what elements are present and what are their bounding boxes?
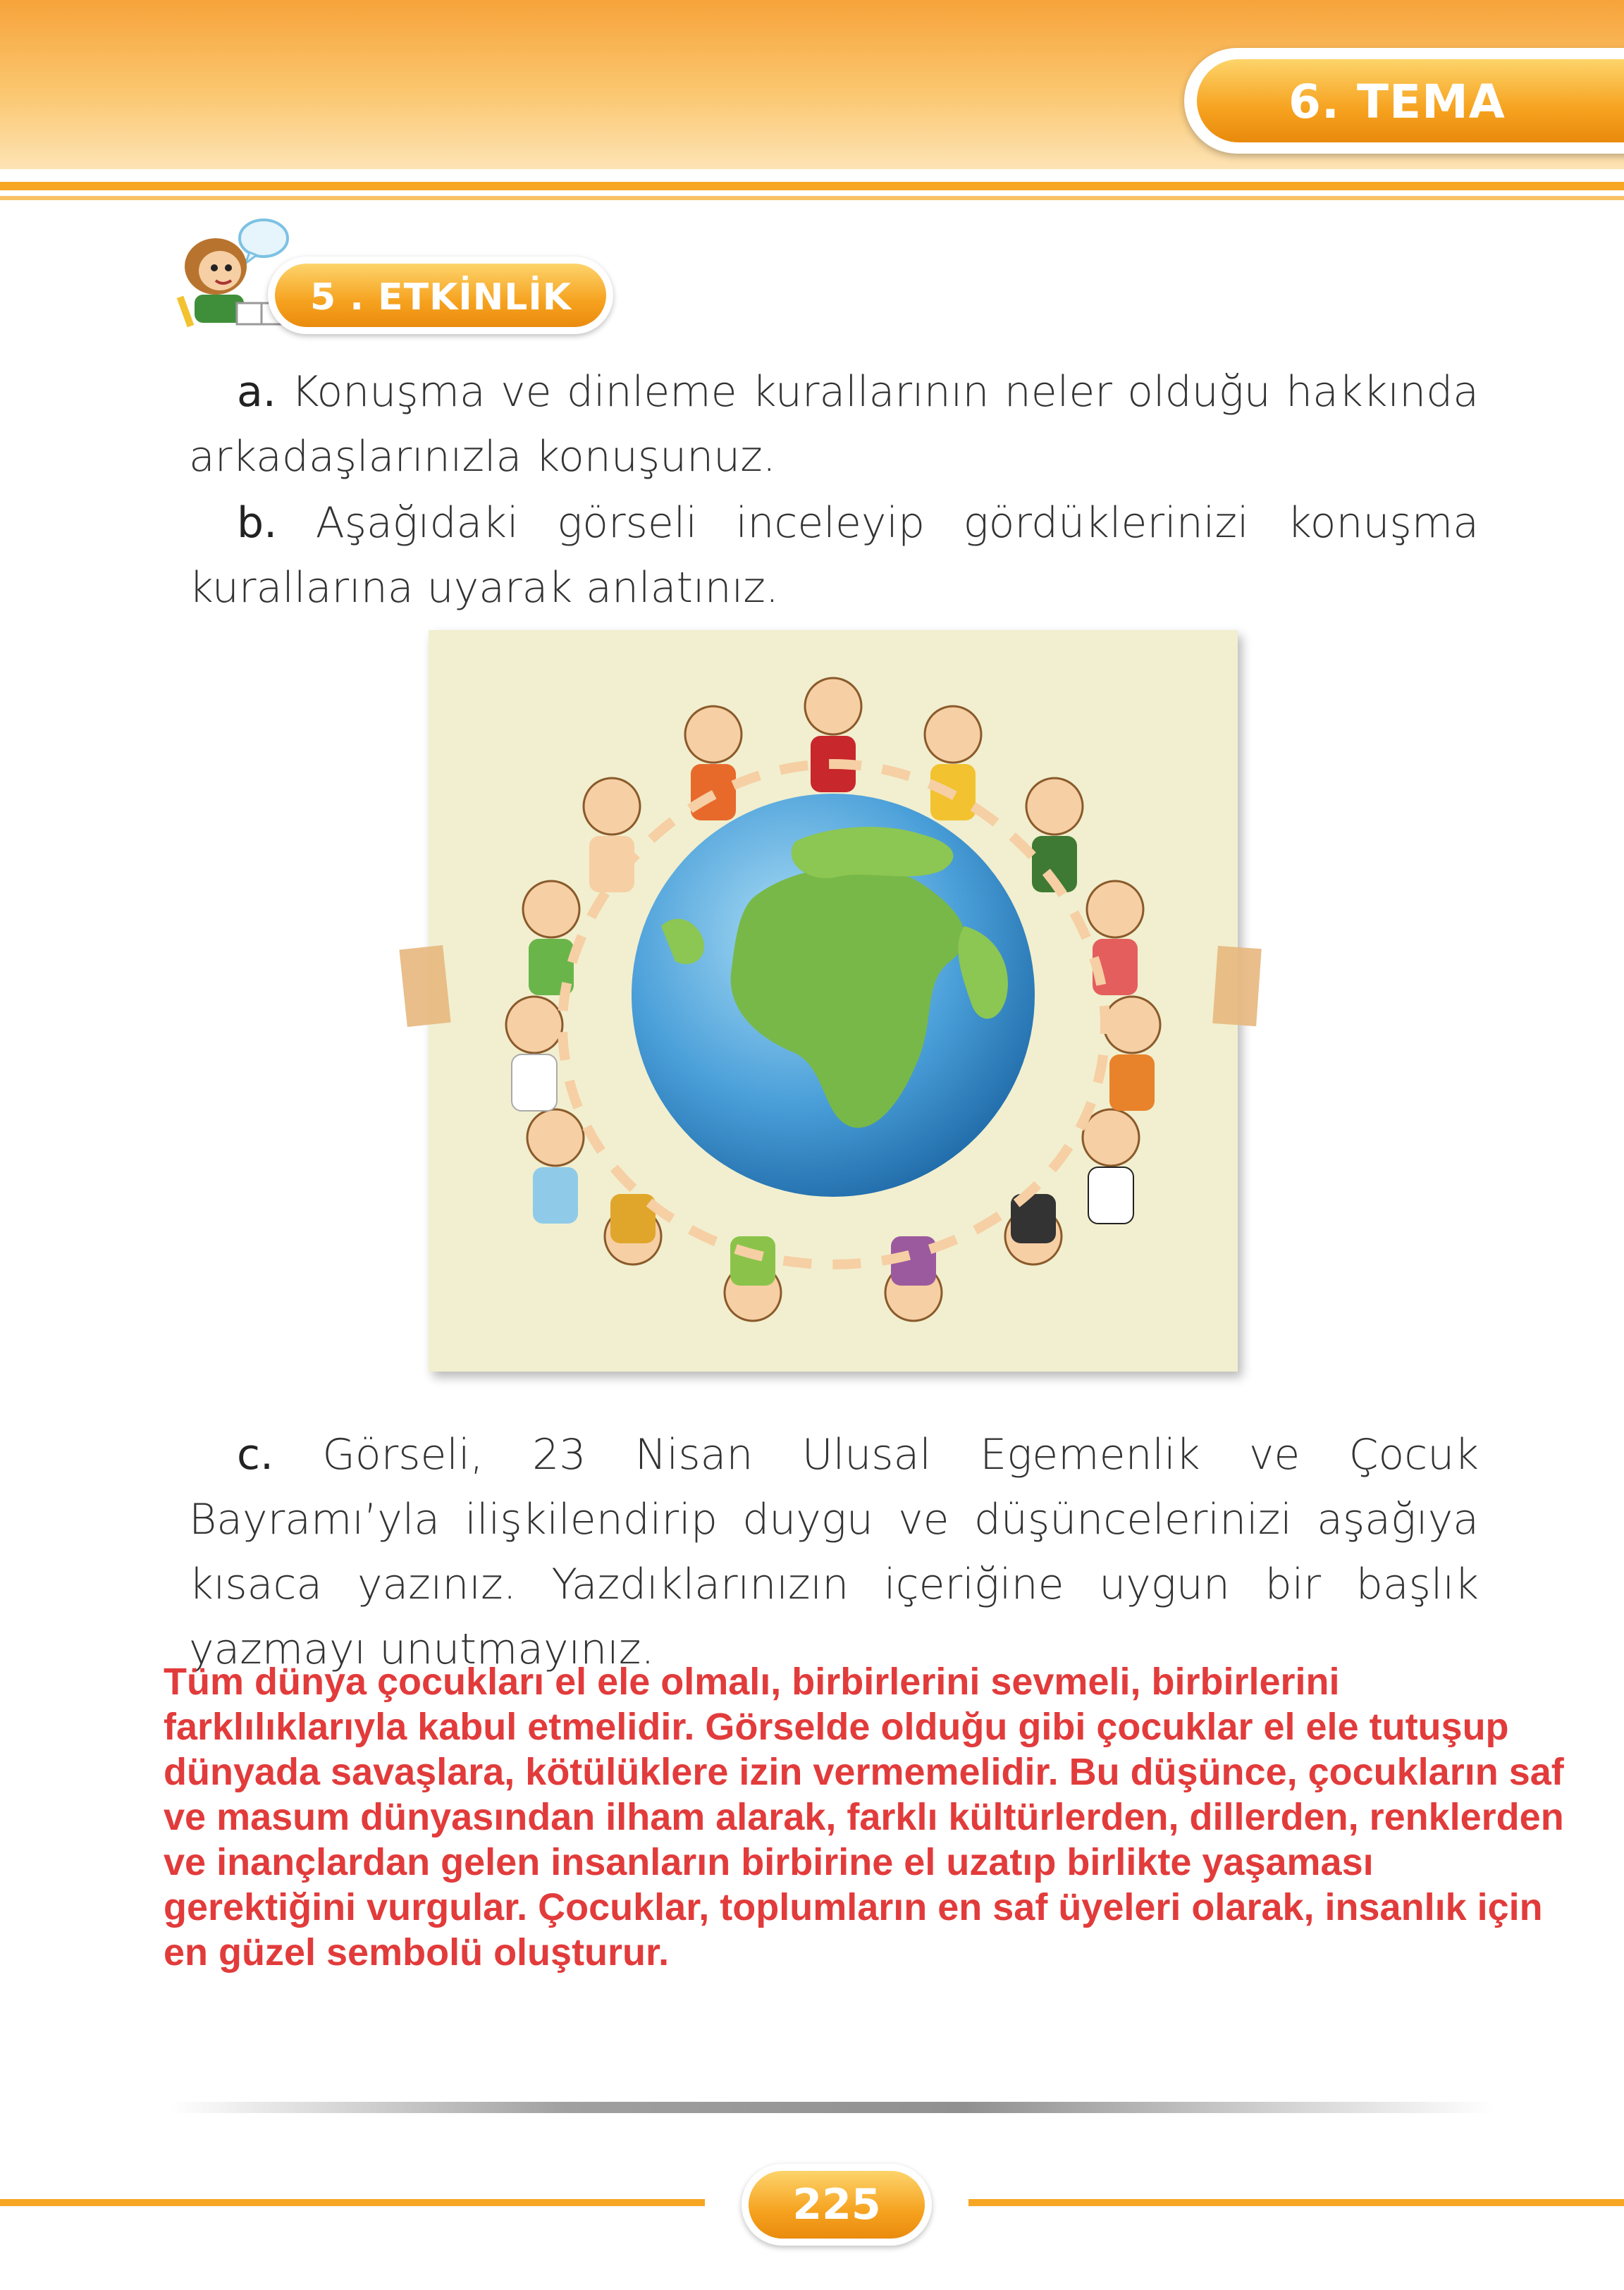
theme-badge xyxy=(1184,48,1624,154)
header-rule-thin xyxy=(0,196,1624,200)
activity-label: 5 . ETKİNLİK xyxy=(310,276,572,319)
footer-rule-right xyxy=(968,2199,1624,2206)
footer-rule-left xyxy=(0,2199,705,2206)
globe-illustration xyxy=(429,630,1238,1372)
answer-text: Tüm dünya çocukları el ele olmalı, birbirlerini sevmeli, birbirlerini farklılıklarıyla kabul etmelidir. Görselde olduğu gibi çocuklar el ele tutuşup dünyada savaşlara, kötülüklere izin vermemelidir. Bu düşünce, çocukların saf ve masum dünyasından ilham alarak, farklı kültürlerden, dillerden, renklerden ve inançlardan gelen insanların birbirine el uzatıp birlikte yaşaması gerektiğini vurgular. Çocuklar, toplumların en saf üyeleri olarak, insanlık için en güzel sembolü oluşturur. xyxy=(164,1661,1564,1974)
question-a-label: a. xyxy=(237,367,276,417)
illustration-children-around-world xyxy=(429,630,1238,1372)
question-c-label: c. xyxy=(237,1430,274,1479)
theme-label: 6. TEMA xyxy=(1288,75,1506,129)
question-c xyxy=(189,1422,1479,1682)
activity-badge xyxy=(268,257,613,334)
question-b-label: b. xyxy=(237,498,278,548)
question-c-text: Görseli, 23 Nisan Ulusal Egemenlik ve Çocuk Bayramı’yla ilişkilendirip duygu ve düşüncelerinizi aşağıya kısaca yazınız. Yazdıklarınızın içeriğine uygun bir başlık yazmayı unutmayınız. xyxy=(189,1430,1480,1674)
header-rule xyxy=(0,182,1624,190)
question-a xyxy=(189,359,1479,489)
page-number-badge xyxy=(742,2164,932,2246)
question-b xyxy=(189,491,1479,620)
question-b-text: Aşağıdaki görseli inceleyip gördüklerinizi konuşma kurallarına uyarak anlatınız. xyxy=(189,498,1479,612)
footer-divider xyxy=(169,2102,1494,2113)
page-number: 225 xyxy=(792,2180,881,2229)
question-a-text: Konuşma ve dinleme kurallarının neler olduğu hakkında arkadaşlarınızla konuşunuz. xyxy=(189,367,1479,481)
